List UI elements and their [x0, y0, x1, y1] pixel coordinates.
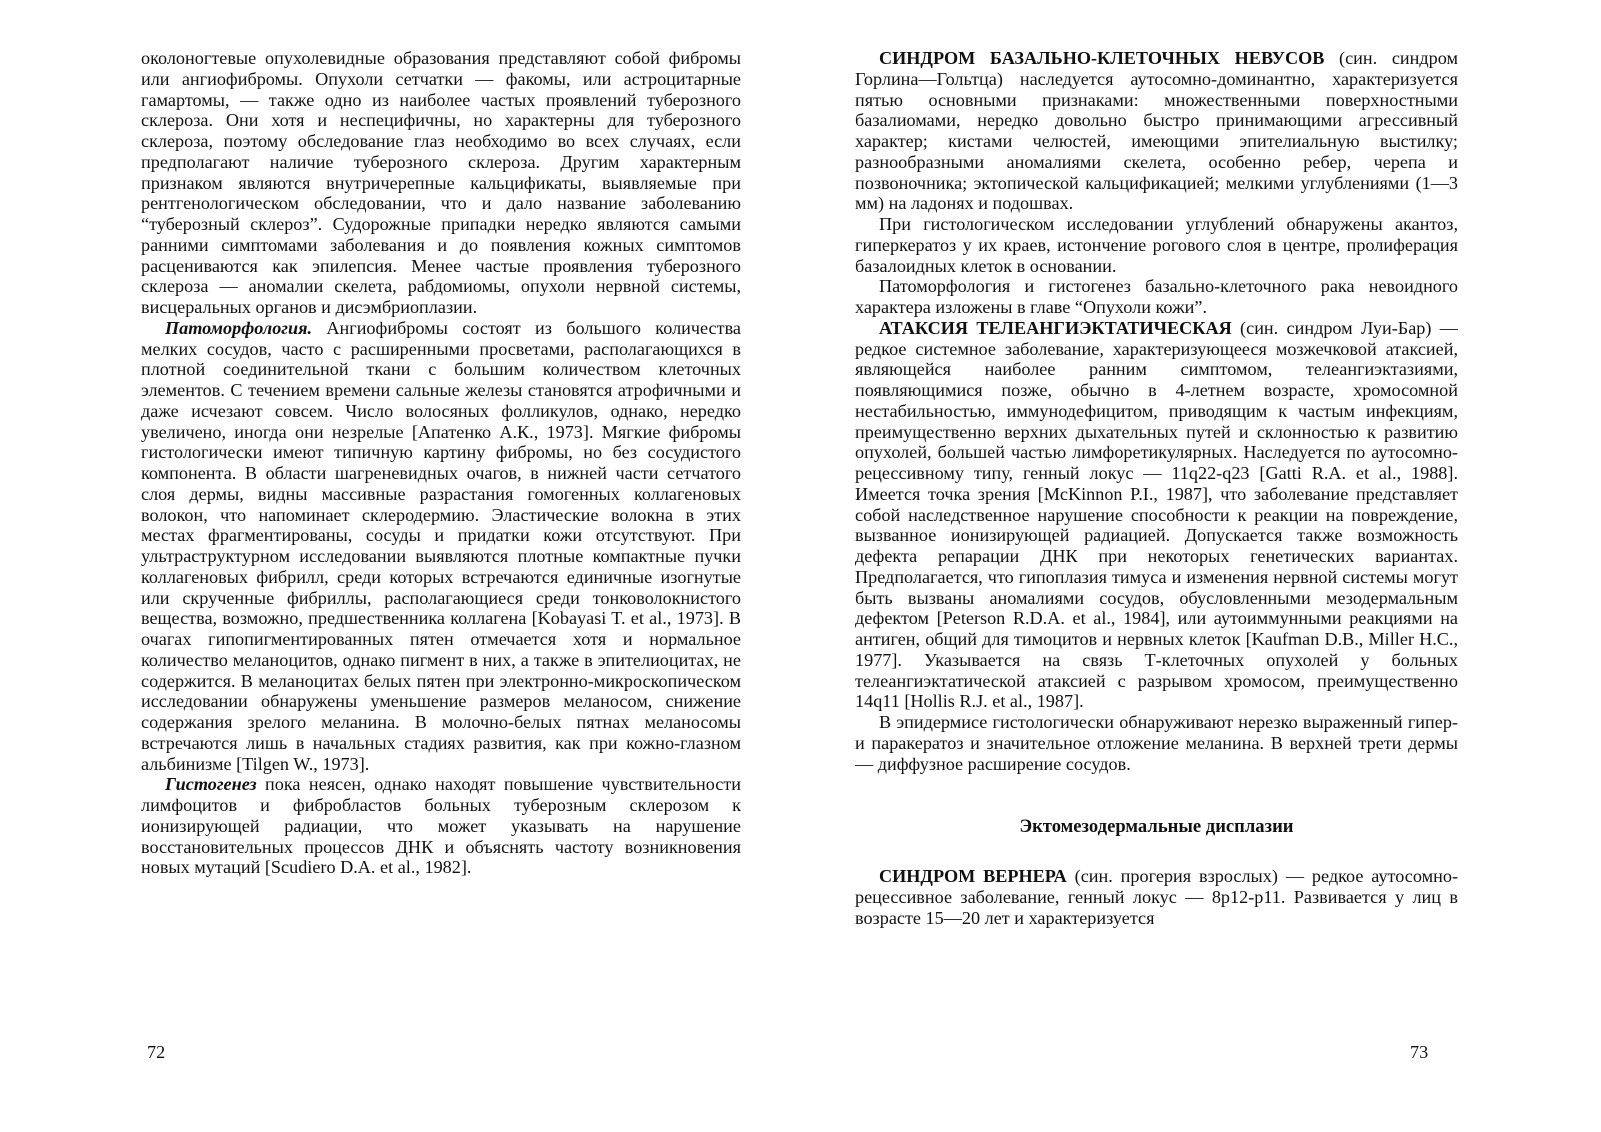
right-paragraph-werner — [855, 866, 1458, 928]
histogenesis-text: пока неясен, однако находят повышение чувствительности лимфоцитов и фибробластов больных туберозным склерозом к ионизирующей радиации, что может указывать на нарушение восстановительных процессов ДНК и объяснять частоту возникновения новых мутаций [Scudiero D.A. et al., 1982]. — [141, 774, 741, 878]
ataxia-heading: АТАКСИЯ ТЕЛЕАНГИЭКТАТИЧЕСКАЯ — [879, 317, 1232, 338]
right-paragraph-epidermis: В эпидермисе гистологически обнаруживают нерезко выраженный гипер- и паракератоз и значительное отложение меланина. В верхней трети дермы — диффузное расширение сосудов. — [855, 712, 1458, 774]
histogenesis-lead: Гистогенез — [165, 774, 257, 795]
werner-text: (син. прогерия взрослых) — редкое аутосомно-рецессивное заболевание, генный локус — 8p12-p11. Развивается у лиц в возрасте 15—20 лет и характеризуется — [855, 866, 1459, 928]
basal-cell-nevus-text: (син. синдром Горлина—Гольтца) наследуется аутосомно-доминантно, характеризуется пятью основными признаками: множественными поверхностными базалиомами, нередко довольно быстро принимающими агрессивный характер; кистами челюстей, имеющими эпителиальную выстилку; разнообразными аномалиями скелета, особенно ребер, черепа и позвоночника; эктопической кальцификацией; мелкими углублениями (1—3 мм) на ладонях и подошвах. — [855, 48, 1458, 214]
left-paragraph-pathomorphology — [141, 318, 741, 775]
right-paragraph-basal-cell-nevus — [855, 48, 1458, 214]
left-page — [141, 48, 741, 878]
section-heading: Эктомезодермальные дисплазии — [1019, 816, 1294, 838]
right-paragraph-histology: При гистологическом исследовании углублений обнаружены акантоз, гиперкератоз у их краев, истончение рогового слоя в центре, пролиферация базалоидных клеток в основании. — [855, 214, 1458, 276]
left-page-number: 72 — [147, 1042, 166, 1062]
pathomorphology-text: Ангиофибромы состоят из большого количества мелких сосудов, часто с расширенными просветами, располагающихся в плотной соединительной ткани с большим количеством клеточных элементов. С течением времени сальные железы становятся атрофичными и даже исчезают совсем. Число волосяных фолликулов, однако, нередко увеличено, иногда они незрелые [Апатенко А.К., 1973]. Мягкие фибромы гистологически имеют типичную картину фибромы, но без сосудистого компонента. В области шагреневидных очагов, в нижней части сетчатого слоя дермы, видны массивные разрастания гомогенных коллагеновых волокон, что напоминает склеродермию. Эластические волокна в этих местах фрагментированы, сосуды и придатки кожи отсутствуют. При ультраструктурном исследовании выявляются плотные компактные пучки коллагеновых фибрилл, среди которых встречаются единичные изогнутые или скрученные фибриллы, располагающиеся среди тонковолокнистого вещества, возможно, предшественника коллагена [Kobayasi T. et al., 1973]. В очагах гипопигментированных пятен отмечается хотя и нормальное количество меланоцитов, однако пигмент в них, а также в эпителиоцитах, не содержится. В меланоцитах белых пятен при электронно-микроскопическом исследовании обнаружены уменьшение размеров меланосом, снижение содержания зрелого меланина. В молочно-белых пятнах меланосомы встречаются лишь в начальных стадиях развития, как при кожно-глазном альбинизме [Tilgen W., 1973]. — [141, 317, 741, 774]
left-paragraph-1: околоногтевые опухолевидные образования представляют собой фибромы или ангиофибромы. Опухоли сетчатки — факомы, или астроцитарные гамартомы, — также одно из наиболее частых проявлений туберозного склероза. Они хотя и неспецифичны, но характерны для туберозного склероза, поэтому обследование глаз необходимо во всех случаях, если предполагают наличие туберозного склероза. Другим характерным признаком являются внутричерепные кальцификаты, выявляемые при рентгенологическом обследовании, что и дало название заболеванию “туберозный склероз”. Судорожные припадки нередко являются самыми ранними симптомами заболевания и до появления кожных симптомов расцениваются как эпилепсия. Менее частые проявления туберозного склероза — аномалии скелета, рабдомиомы, опухоли нервной системы, висцеральных органов и дисэмбриоплазии. — [141, 48, 741, 317]
left-paragraph-histogenesis — [141, 774, 741, 878]
ataxia-text: (син. синдром Луи-Бар) — редкое системное заболевание, характеризующееся мозжечковой атаксией, являющейся наиболее ранним симптомом, телеангиэктазиями, появляющимися позже, обычно в 4-летнем возрасте, хромосомной нестабильностью, иммунодефицитом, приводящим к частым инфекциям, преимущественно верхних дыхательных путей и склонностью к развитию опухолей, большей частью лимфоретикулярных. Наследуется по аутосомно-рецессивному типу, генный локус — 11q22-q23 [Gatti R.A. et al., 1988]. Имеется точка зрения [McKinnon P.I., 1987], что заболевание представляет собой наследственное нарушение способности к реакции на повреждение, вызванное ионизирующей радиацией. Допускается также возможность дефекта репарации ДНК при некоторых генетических вариантах. Предполагается, что гипоплазия тимуса и изменения нервной системы могут быть вызваны аномалиями сосудов, обусловленными мезодермальным дефектом [Peterson R.D.A. et al., 1984], или аутоиммунными реакциями на антиген, общий для тимоцитов и нервных клеток [Kaufman D.B., Miller H.C., 1977]. Указывается на связь Т-клеточных опухолей у больных телеангиэктатической атаксией с разрывом хромосом, преимущественно 14q11 [Hollis R.J. et al., 1987]. — [855, 317, 1458, 712]
right-paragraph-pathomorphology-ref: Патоморфология и гистогенез базально-клеточного рака невоидного характера изложены в главе “Опухоли кожи”. — [855, 276, 1458, 317]
pathomorphology-lead: Патоморфология. — [165, 317, 313, 338]
right-page — [855, 48, 1458, 929]
werner-heading: СИНДРОМ ВЕРНЕРА — [879, 866, 1067, 887]
right-paragraph-ataxia — [855, 318, 1458, 712]
basal-cell-nevus-heading: СИНДРОМ БАЗАЛЬНО-КЛЕТОЧНЫХ НЕВУСОВ — [879, 48, 1325, 68]
right-page-number: 73 — [1410, 1042, 1429, 1062]
